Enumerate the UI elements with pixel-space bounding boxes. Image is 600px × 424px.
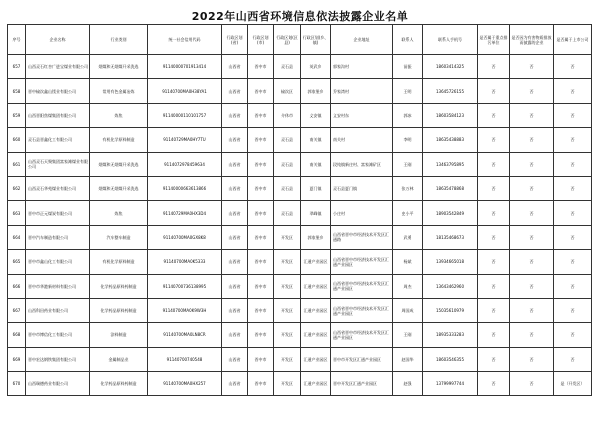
- table-cell: 13934665018: [423, 250, 478, 274]
- table-cell: 662: [8, 176, 26, 200]
- table-cell: 汇通产业园区: [301, 347, 331, 371]
- table-cell: 否: [510, 274, 554, 298]
- table-cell: 晋中市博信化工有限公司: [26, 323, 90, 347]
- table-cell: 汽车整车制造: [90, 225, 148, 249]
- table-cell: 18903542849: [423, 201, 478, 225]
- table-cell: 否: [554, 103, 592, 127]
- table-cell: 晋中市: [248, 323, 274, 347]
- table-cell: 山西省: [222, 152, 248, 176]
- table-cell: 灵石县夏门镇: [331, 176, 393, 200]
- table-cell: 汇通产业园区: [301, 323, 331, 347]
- table-cell: 有机化学原料制造: [90, 250, 148, 274]
- column-header: 行政区划(省): [222, 25, 248, 55]
- table-cell: 杨斌: [393, 250, 423, 274]
- table-cell: 15035610979: [423, 298, 478, 322]
- table-cell: 晋中市: [248, 103, 274, 127]
- table-cell: 开发区: [274, 225, 301, 249]
- table-cell: 南关镇: [301, 152, 331, 176]
- table-cell: 否: [510, 225, 554, 249]
- table-cell: 否: [478, 347, 510, 371]
- table-cell: 否: [554, 55, 592, 79]
- table-cell: 灵石县: [274, 201, 301, 225]
- table-cell: 91140700736138995: [148, 274, 222, 298]
- table-cell: 汇通产业园区: [301, 274, 331, 298]
- column-header: 企业名称: [26, 25, 90, 55]
- table-cell: 晋中开发区汇通产业园区: [331, 372, 393, 396]
- table-cell: 山西省: [222, 323, 248, 347]
- table-cell: 晋中市鑫山化工有限公司: [26, 250, 90, 274]
- table-cell: 晋中宏达钢铁集团有限公司: [26, 347, 90, 371]
- table-cell: 山西省: [222, 128, 248, 152]
- table-cell: 郭家沟村: [331, 55, 393, 79]
- table-cell: 否: [478, 152, 510, 176]
- table-cell: 否: [510, 128, 554, 152]
- table-cell: 郭家堡乡: [301, 225, 331, 249]
- table-cell: 山西省晋中市经济技术开发区汇通产业园区: [331, 250, 393, 274]
- table-cell: 13799997744: [423, 372, 478, 396]
- table-cell: 18135468673: [423, 225, 478, 249]
- table-row: [8, 225, 592, 249]
- table-cell: 否: [478, 323, 510, 347]
- table-cell: 669: [8, 347, 26, 371]
- table-cell: 否: [510, 152, 554, 176]
- table-cell: 否: [478, 372, 510, 396]
- table-cell: 否: [554, 152, 592, 176]
- column-header: 行政区划(乡、镇): [301, 25, 331, 55]
- table-cell: 小庄村: [331, 201, 393, 225]
- table-cell: 否: [478, 128, 510, 152]
- column-header: 行政区划(区县): [274, 25, 301, 55]
- enterprise-table: [7, 24, 592, 396]
- table-cell: 金属制品业: [90, 347, 148, 371]
- table-cell: 13463795895: [423, 152, 478, 176]
- table-cell: 91140000701913414: [148, 55, 222, 79]
- table-cell: 否: [510, 372, 554, 396]
- table-cell: 灵石县: [274, 152, 301, 176]
- table-cell: 13643462960: [423, 274, 478, 298]
- table-cell: 18635478868: [423, 176, 478, 200]
- table-cell: 山西省: [222, 347, 248, 371]
- table-cell: 烟煤和无烟煤开采洗选: [90, 176, 148, 200]
- table-cell: 化学药品原料药制造: [90, 372, 148, 396]
- table-cell: 山西省晋中市经济技术开发区汇通路: [331, 225, 393, 249]
- table-cell: 晋中市: [248, 250, 274, 274]
- table-cell: 否: [510, 176, 554, 200]
- table-cell: 山西省: [222, 79, 248, 103]
- table-cell: 赵强: [393, 372, 423, 396]
- table-row: [8, 176, 592, 200]
- column-header: 是否属于重点排污单位: [478, 25, 510, 55]
- table-cell: 晋中市开发区汇通产业园区: [331, 347, 393, 371]
- table-cell: 山西省: [222, 372, 248, 396]
- table-cell: 665: [8, 250, 26, 274]
- table-cell: 灵石县: [274, 176, 301, 200]
- table-cell: 667: [8, 298, 26, 322]
- table-cell: 段纯镇新庄村、富家滩矿区: [331, 152, 393, 176]
- table-cell: 周国成: [393, 298, 423, 322]
- table-cell: 91140700MA0LN8CR: [148, 323, 222, 347]
- table-cell: 山西灵石红杏广进宝煤业有限公司: [26, 55, 90, 79]
- table-body: [8, 55, 592, 396]
- table-cell: 晋中市: [248, 274, 274, 298]
- table-cell: 山西科田药业有限公司: [26, 298, 90, 322]
- table-cell: 晋中市: [248, 152, 274, 176]
- table-cell: 否: [478, 250, 510, 274]
- table-cell: 介休市: [274, 103, 301, 127]
- table-cell: 汇通产业园区: [301, 298, 331, 322]
- table-cell: 否: [510, 250, 554, 274]
- table-cell: 晋中市: [248, 176, 274, 200]
- column-header: 是否属于上市公司: [554, 25, 592, 55]
- table-cell: 否: [554, 176, 592, 200]
- table-cell: 18935333283: [423, 323, 478, 347]
- table-cell: 山西省: [222, 176, 248, 200]
- table-cell: 乔家湾村: [331, 79, 393, 103]
- table-cell: 山西省: [222, 103, 248, 127]
- table-cell: 灵石县: [274, 128, 301, 152]
- table-cell: 汇通产业园区: [301, 372, 331, 396]
- table-cell: 赵国华: [393, 347, 423, 371]
- table-cell: 山西瑞德药业有限公司: [26, 372, 90, 396]
- table-cell: 张万林: [393, 176, 423, 200]
- table-cell: 晋中市: [248, 201, 274, 225]
- table-cell: 664: [8, 225, 26, 249]
- table-cell: 晋中市: [248, 79, 274, 103]
- table-cell: 榆次区: [274, 79, 301, 103]
- table-cell: 义安镇: [301, 103, 331, 127]
- table-row: [8, 372, 592, 396]
- table-cell: 否: [554, 79, 592, 103]
- table-cell: 山西省: [222, 298, 248, 322]
- table-cell: 否: [478, 274, 510, 298]
- table-cell: 否: [478, 55, 510, 79]
- table-cell: 王明: [393, 79, 423, 103]
- table-cell: 晋中汽车制造有限公司: [26, 225, 90, 249]
- table-cell: 翠峰镇: [301, 201, 331, 225]
- table-row: [8, 55, 592, 79]
- table-cell: 670: [8, 372, 26, 396]
- table-cell: 山西省晋中市经济技术开发区汇通产业园区: [331, 274, 393, 298]
- table-cell: 9114072978459634: [148, 152, 222, 176]
- table-cell: 否: [554, 201, 592, 225]
- table-cell: 王刚: [393, 323, 423, 347]
- column-header: 行业类别: [90, 25, 148, 55]
- header-row: [8, 25, 592, 55]
- column-header: 是否因为有害物质排放而披露的企业: [510, 25, 554, 55]
- table-cell: 开发区: [274, 347, 301, 371]
- table-cell: 周杰: [393, 274, 423, 298]
- table-cell: 91140000663613866: [148, 176, 222, 200]
- table-cell: 灵石县晋鑫化工有限公司: [26, 128, 90, 152]
- table-cell: 91140700MA0HX257: [148, 372, 222, 396]
- column-header: 统一社会信用代码: [148, 25, 222, 55]
- table-cell: 晋中市: [248, 55, 274, 79]
- table-cell: 否: [478, 201, 510, 225]
- column-header: 联系人: [393, 25, 423, 55]
- table-cell: 否: [554, 347, 592, 371]
- table-cell: 英武乡: [301, 55, 331, 79]
- table-cell: 91140000110101757: [148, 103, 222, 127]
- table-cell: 山西省: [222, 274, 248, 298]
- table-row: [8, 274, 592, 298]
- table-cell: 晋中市: [248, 298, 274, 322]
- table-cell: 烟煤和无烟煤开采洗选: [90, 152, 148, 176]
- column-header: 企业地址: [331, 25, 393, 55]
- table-cell: 常用有色金属冶炼: [90, 79, 148, 103]
- table-cell: 否: [478, 103, 510, 127]
- table-cell: 否: [510, 55, 554, 79]
- table-cell: 晋中榆次鑫山镁业有限公司: [26, 79, 90, 103]
- table-cell: 18603414325: [423, 55, 478, 79]
- table-cell: 663: [8, 201, 26, 225]
- table-cell: 开发区: [274, 250, 301, 274]
- table-cell: 91140700MA0K5333: [148, 250, 222, 274]
- table-cell: 18635438883: [423, 128, 478, 152]
- table-cell: 灵石县: [274, 55, 301, 79]
- table-cell: 是（开发区）: [554, 372, 592, 396]
- table-cell: 91140729MA0HY7TU: [148, 128, 222, 152]
- table-cell: 山西省: [222, 55, 248, 79]
- table-cell: 山西省晋中市经济技术开发区汇通产业园区: [331, 323, 393, 347]
- table-cell: 晋中市: [248, 372, 274, 396]
- table-cell: 否: [554, 250, 592, 274]
- table-cell: 否: [554, 298, 592, 322]
- table-cell: 否: [554, 128, 592, 152]
- table-cell: 659: [8, 103, 26, 127]
- table-cell: 南关村: [331, 128, 393, 152]
- table-cell: 657: [8, 55, 26, 79]
- table-cell: 山西省: [222, 250, 248, 274]
- table-row: [8, 79, 592, 103]
- table-cell: 91140700MA0H38YA1: [148, 79, 222, 103]
- table-cell: 658: [8, 79, 26, 103]
- table-cell: 开发区: [274, 323, 301, 347]
- table-cell: 晋中市: [248, 347, 274, 371]
- table-cell: 郭家堡乡: [301, 79, 331, 103]
- table-cell: 否: [478, 79, 510, 103]
- table-cell: 否: [510, 79, 554, 103]
- column-header: 序号: [8, 25, 26, 55]
- table-cell: 否: [478, 225, 510, 249]
- table-cell: 晋中市: [248, 128, 274, 152]
- table-cell: 91140700740548: [148, 347, 222, 371]
- table-cell: 91140700MA0K9W3H: [148, 298, 222, 322]
- table-cell: 13645726155: [423, 79, 478, 103]
- table-cell: 否: [554, 225, 592, 249]
- table-cell: 王刚: [393, 152, 423, 176]
- table-cell: 山西省: [222, 225, 248, 249]
- table-cell: 涂料制造: [90, 323, 148, 347]
- table-row: [8, 323, 592, 347]
- table-cell: 18603546355: [423, 347, 478, 371]
- table-cell: 化学药品原料药制造: [90, 274, 148, 298]
- table-row: [8, 347, 592, 371]
- table-cell: 开发区: [274, 372, 301, 396]
- table-row: [8, 201, 592, 225]
- table-cell: 18603584123: [423, 103, 478, 127]
- table-cell: 晋中市华港新材料有限公司: [26, 274, 90, 298]
- table-cell: 义安村东: [331, 103, 393, 127]
- table-row: [8, 298, 592, 322]
- table-cell: 668: [8, 323, 26, 347]
- table-cell: 否: [510, 347, 554, 371]
- table-cell: 炼焦: [90, 201, 148, 225]
- table-cell: 晋中市: [248, 225, 274, 249]
- table-cell: 炼焦: [90, 103, 148, 127]
- table-cell: 91140700MA0GX8K8: [148, 225, 222, 249]
- table-cell: 山西省: [222, 201, 248, 225]
- table-cell: 否: [510, 103, 554, 127]
- table-cell: 山西省晋中市经济技术开发区汇通产业园区: [331, 298, 393, 322]
- table-cell: 开发区: [274, 274, 301, 298]
- table-cell: 否: [554, 323, 592, 347]
- table-cell: 汇通产业园区: [301, 250, 331, 274]
- table-cell: 否: [510, 298, 554, 322]
- table-cell: 山西灵石天聚集团富家滩煤业有限公司: [26, 152, 90, 176]
- table-cell: 烟煤和无烟煤开采洗选: [90, 55, 148, 79]
- table-header: [8, 25, 592, 55]
- table-cell: 661: [8, 152, 26, 176]
- table-cell: 化学药品原料药制造: [90, 298, 148, 322]
- table-cell: 否: [510, 323, 554, 347]
- page-title: 2022年山西省环境信息依法披露企业名单: [191, 10, 409, 23]
- table-cell: 否: [478, 176, 510, 200]
- table-cell: 李明: [393, 128, 423, 152]
- table-cell: 开发区: [274, 298, 301, 322]
- table-cell: 山西灵石华苑煤业有限公司: [26, 176, 90, 200]
- table-cell: 否: [510, 201, 554, 225]
- table-row: [8, 103, 592, 127]
- column-header: 行政区划(市): [248, 25, 274, 55]
- table-cell: 南关镇: [301, 128, 331, 152]
- table-cell: 有机化学原料制造: [90, 128, 148, 152]
- table-row: [8, 128, 592, 152]
- table-cell: 否: [554, 274, 592, 298]
- table-cell: 91140729MA0HX3D4: [148, 201, 222, 225]
- table-cell: 史小平: [393, 201, 423, 225]
- table-cell: 武勇: [393, 225, 423, 249]
- table-cell: 夏门镇: [301, 176, 331, 200]
- table-cell: 否: [478, 298, 510, 322]
- table-cell: 666: [8, 274, 26, 298]
- table-row: [8, 250, 592, 274]
- table-cell: 晋中市正元煤炭有限公司: [26, 201, 90, 225]
- table-cell: 郭冰: [393, 103, 423, 127]
- table-cell: 苗振: [393, 55, 423, 79]
- table-cell: 山西晋阳焦煤集团有限公司: [26, 103, 90, 127]
- table-cell: 660: [8, 128, 26, 152]
- column-header: 联系人手机号: [423, 25, 478, 55]
- table-row: [8, 152, 592, 176]
